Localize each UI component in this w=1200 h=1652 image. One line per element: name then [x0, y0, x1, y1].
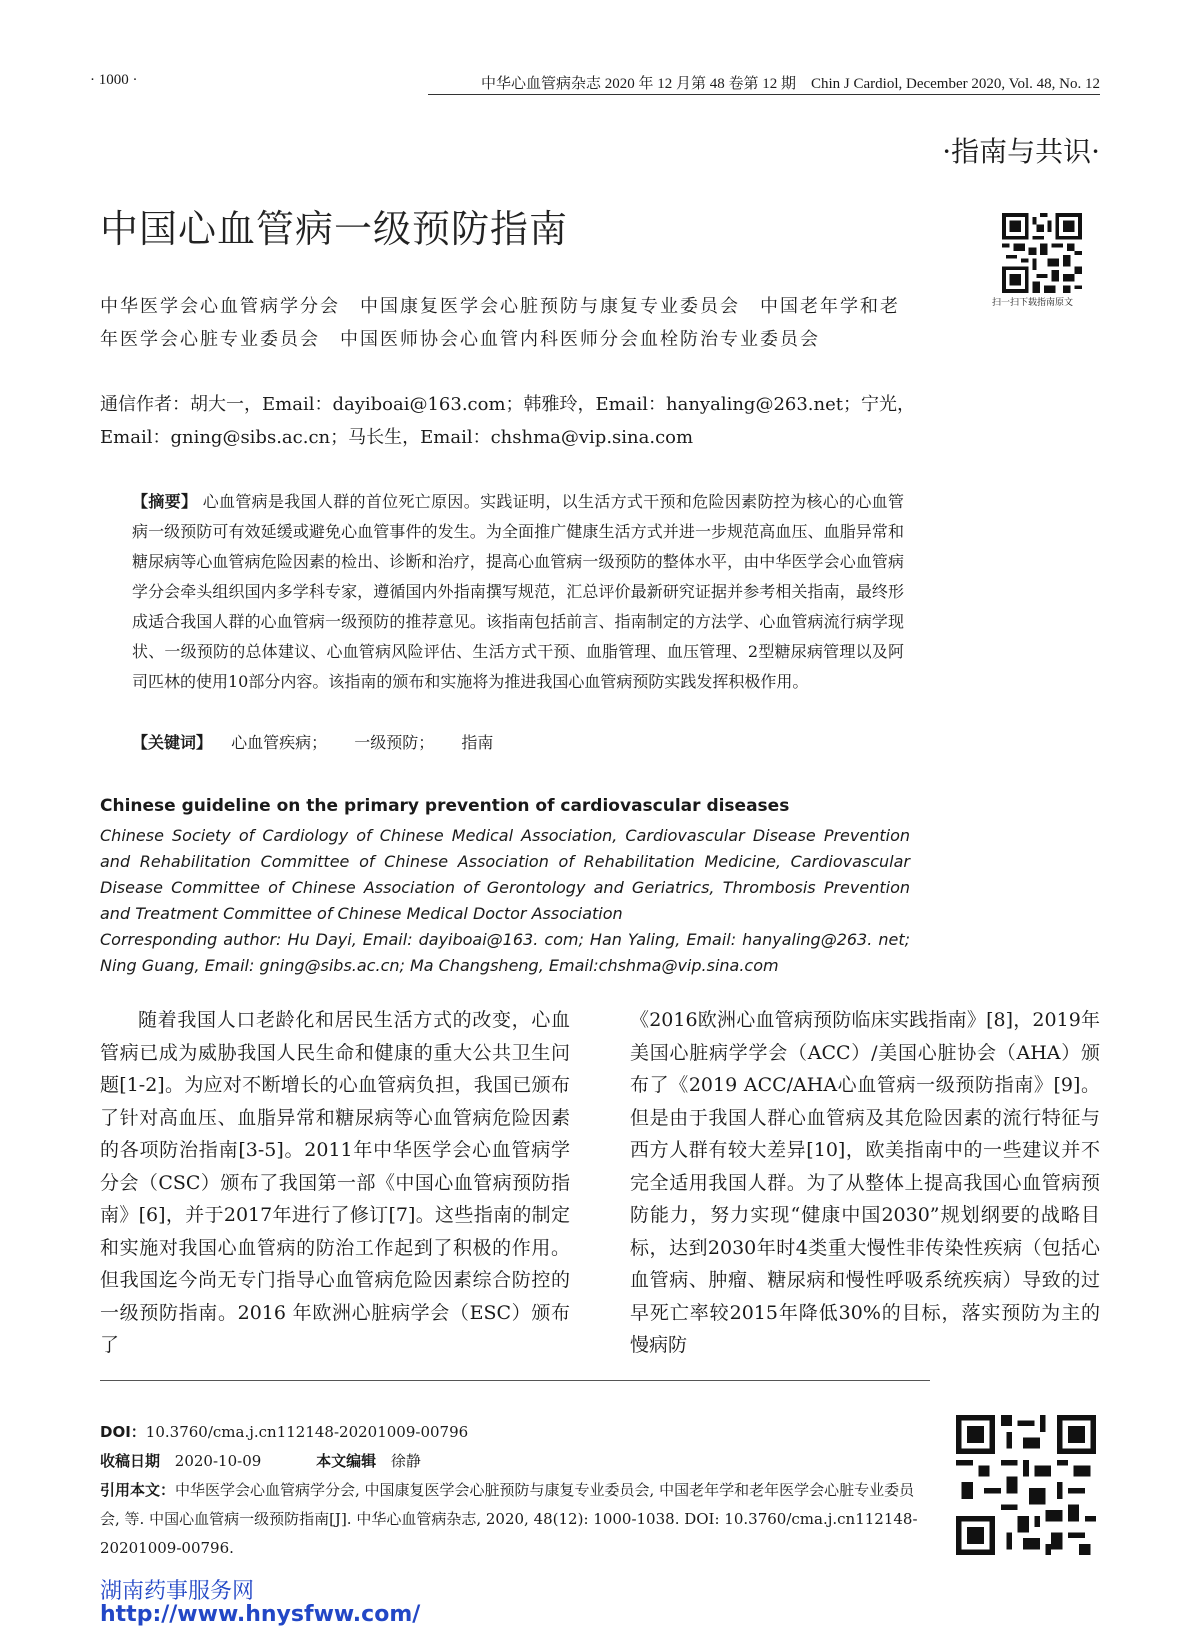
footer-divider — [100, 1380, 930, 1381]
citation — [100, 1476, 930, 1563]
keyword: 心血管疾病； — [231, 733, 328, 752]
qr-code-icon — [1002, 213, 1082, 293]
body-column-left — [100, 1004, 570, 1362]
received-date: 2020-10-09 — [174, 1452, 262, 1470]
body-paragraph: 《2016欧洲心血管病预防临床实践指南》[8]，2019年美国心脏病学学会（ACC）/美国心脏协会（AHA）颁布了《2019 ACC/AHA心血管病一级预防指南》[9]。但是由于我国人群心血管病及其危险因素的流行特征与西方人群有较大差异[10]，欧美指南中的一些建议并不完全适用我国人群。为了从整体上提高我国心血管病预防能力，努力实现“健康中国2030”规划纲要的战略目标，达到2030年时4类重大慢性非传染性疾病（包括心血管病、肿瘤、糖尿病和慢性呼吸系统疾病）导致的过早死亡率较2015年降低30%的目标，落实预防为主的慢病防 — [630, 1009, 1100, 1356]
english-corresponding: Corresponding author: Hu Dayi, Email: dayiboai@163. com; Han Yaling, Email: hanyaling@263. net; Ning Guang, Email: gning@sibs.ac.cn; Ma Changsheng, Email:chshma@vip.sina.com — [100, 930, 910, 975]
corresponding-authors: 通信作者：胡大一，Email：dayiboai@163.com；韩雅玲，Email：hanyaling@263.net；宁光，Email：gning@sibs.ac.cn；马长生，Email：chshma@vip.sina.com — [100, 394, 915, 448]
english-affiliations: Chinese Society of Cardiology of Chinese Medical Association, Cardiovascular Disease Prevention and Rehabilitation Committee of Chinese Association of Rehabilitation Medicine, Cardiovascular Disease Committee of Chinese Association of Gerontology and Geriatrics, Thrombosis Prevention and Treatment Committee of Chinese Medical Doctor Association — [100, 826, 910, 923]
keywords — [132, 730, 515, 753]
keyword: 一级预防； — [354, 733, 435, 752]
keywords-label: 【关键词】 — [132, 733, 213, 752]
received-label: 收稿日期 — [100, 1452, 161, 1470]
qr-code-icon — [956, 1415, 1096, 1555]
page-number: · 1000 · — [90, 72, 138, 88]
doi-line — [100, 1418, 930, 1447]
citation-text: 中华医学会心血管病学分会, 中国康复医学会心脏预防与康复专业委员会, 中国老年学和老年医学会心脏专业委员会, 等. 中国心血管病一级预防指南[J]. 中华心血管病杂志, 2020, 48(12): 1000-1038. DOI: 10.3760/cma.j.cn112148-20201009-00796. — [100, 1481, 918, 1557]
citation-label: 引用本文： — [100, 1481, 176, 1499]
abstract-label: 【摘要】 — [132, 492, 198, 511]
editor-label: 本文编辑 — [316, 1452, 377, 1470]
qr-caption: 扫一扫下载指南原文 — [992, 298, 1074, 308]
abstract-text: 心血管病是我国人群的首位死亡原因。实践证明，以生活方式干预和危险因素防控为核心的心血管病一级预防可有效延缓或避免心血管事件的发生。为全面推广健康生活方式并进一步规范高血压、血脂异常和糖尿病等心血管病危险因素的检出、诊断和治疗，提高心血管病一级预防的整体水平，由中华医学会心血管病学分会牵头组织国内多学科专家，遵循国内外指南撰写规范，汇总评价最新研究证据并参考相关指南，最终形成适合我国人群的心血管病一级预防的推荐意见。该指南包括前言、指南制定的方法学、心血管病流行病学现状、一级预防的总体建议、心血管病风险评估、生活方式干预、血脂管理、血压管理、2型糖尿病管理以及阿司匹林的使用10部分内容。该指南的颁布和实施将为推进我国心血管病预防实践发挥积极作用。 — [132, 492, 904, 691]
abstract — [132, 487, 904, 697]
watermark-name: 湖南药事服务网 — [100, 1579, 255, 1604]
watermark-url[interactable]: http://www.hnysfww.com/ — [100, 1602, 421, 1627]
english-authors — [100, 823, 910, 979]
english-title: Chinese guideline on the primary prevention of cardiovascular diseases — [100, 796, 790, 816]
article-title: 中国心血管病一级预防指南 — [100, 207, 569, 251]
received-line — [100, 1447, 930, 1476]
author-affiliations: 中华医学会心血管病学分会 中国康复医学会心脏预防与康复专业委员会 中国老年学和老年医学会心脏专业委员会 中国医师协会心血管内科医师分会血栓防治专业委员会 — [100, 296, 900, 350]
section-tag: ·指南与共识· — [942, 135, 1100, 168]
editor-name: 徐静 — [390, 1452, 421, 1470]
body-column-right — [630, 1004, 1100, 1362]
keyword: 指南 — [461, 733, 494, 752]
running-head: 中华心血管病杂志 2020 年 12 月第 48 卷第 12 期 Chin J Cardiol, December 2020, Vol. 48, No. 12 — [480, 76, 1100, 92]
header-divider — [428, 94, 1100, 95]
doi-label: DOI： — [100, 1423, 146, 1441]
body-paragraph: 随着我国人口老龄化和居民生活方式的改变，心血管病已成为威胁我国人民生命和健康的重大公共卫生问题[1-2]。为应对不断增长的心血管病负担，我国已颁布了针对高血压、血脂异常和糖尿病等心血管病危险因素的各项防治指南[3-5]。2011年中华医学会心血管病学分会（CSC）颁布了我国第一部《中国心血管病预防指南》[6]，并于2017年进行了修订[7]。这些指南的制定和实施对我国心血管病的防治工作起到了积极的作用。但我国迄今尚无专门指导心血管病危险因素综合防控的一级预防指南。2016 年欧洲心脏病学会（ESC）颁布了 — [100, 1009, 570, 1356]
footer-info — [100, 1418, 930, 1563]
doi-value: 10.3760/cma.j.cn112148-20201009-00796 — [145, 1423, 469, 1441]
